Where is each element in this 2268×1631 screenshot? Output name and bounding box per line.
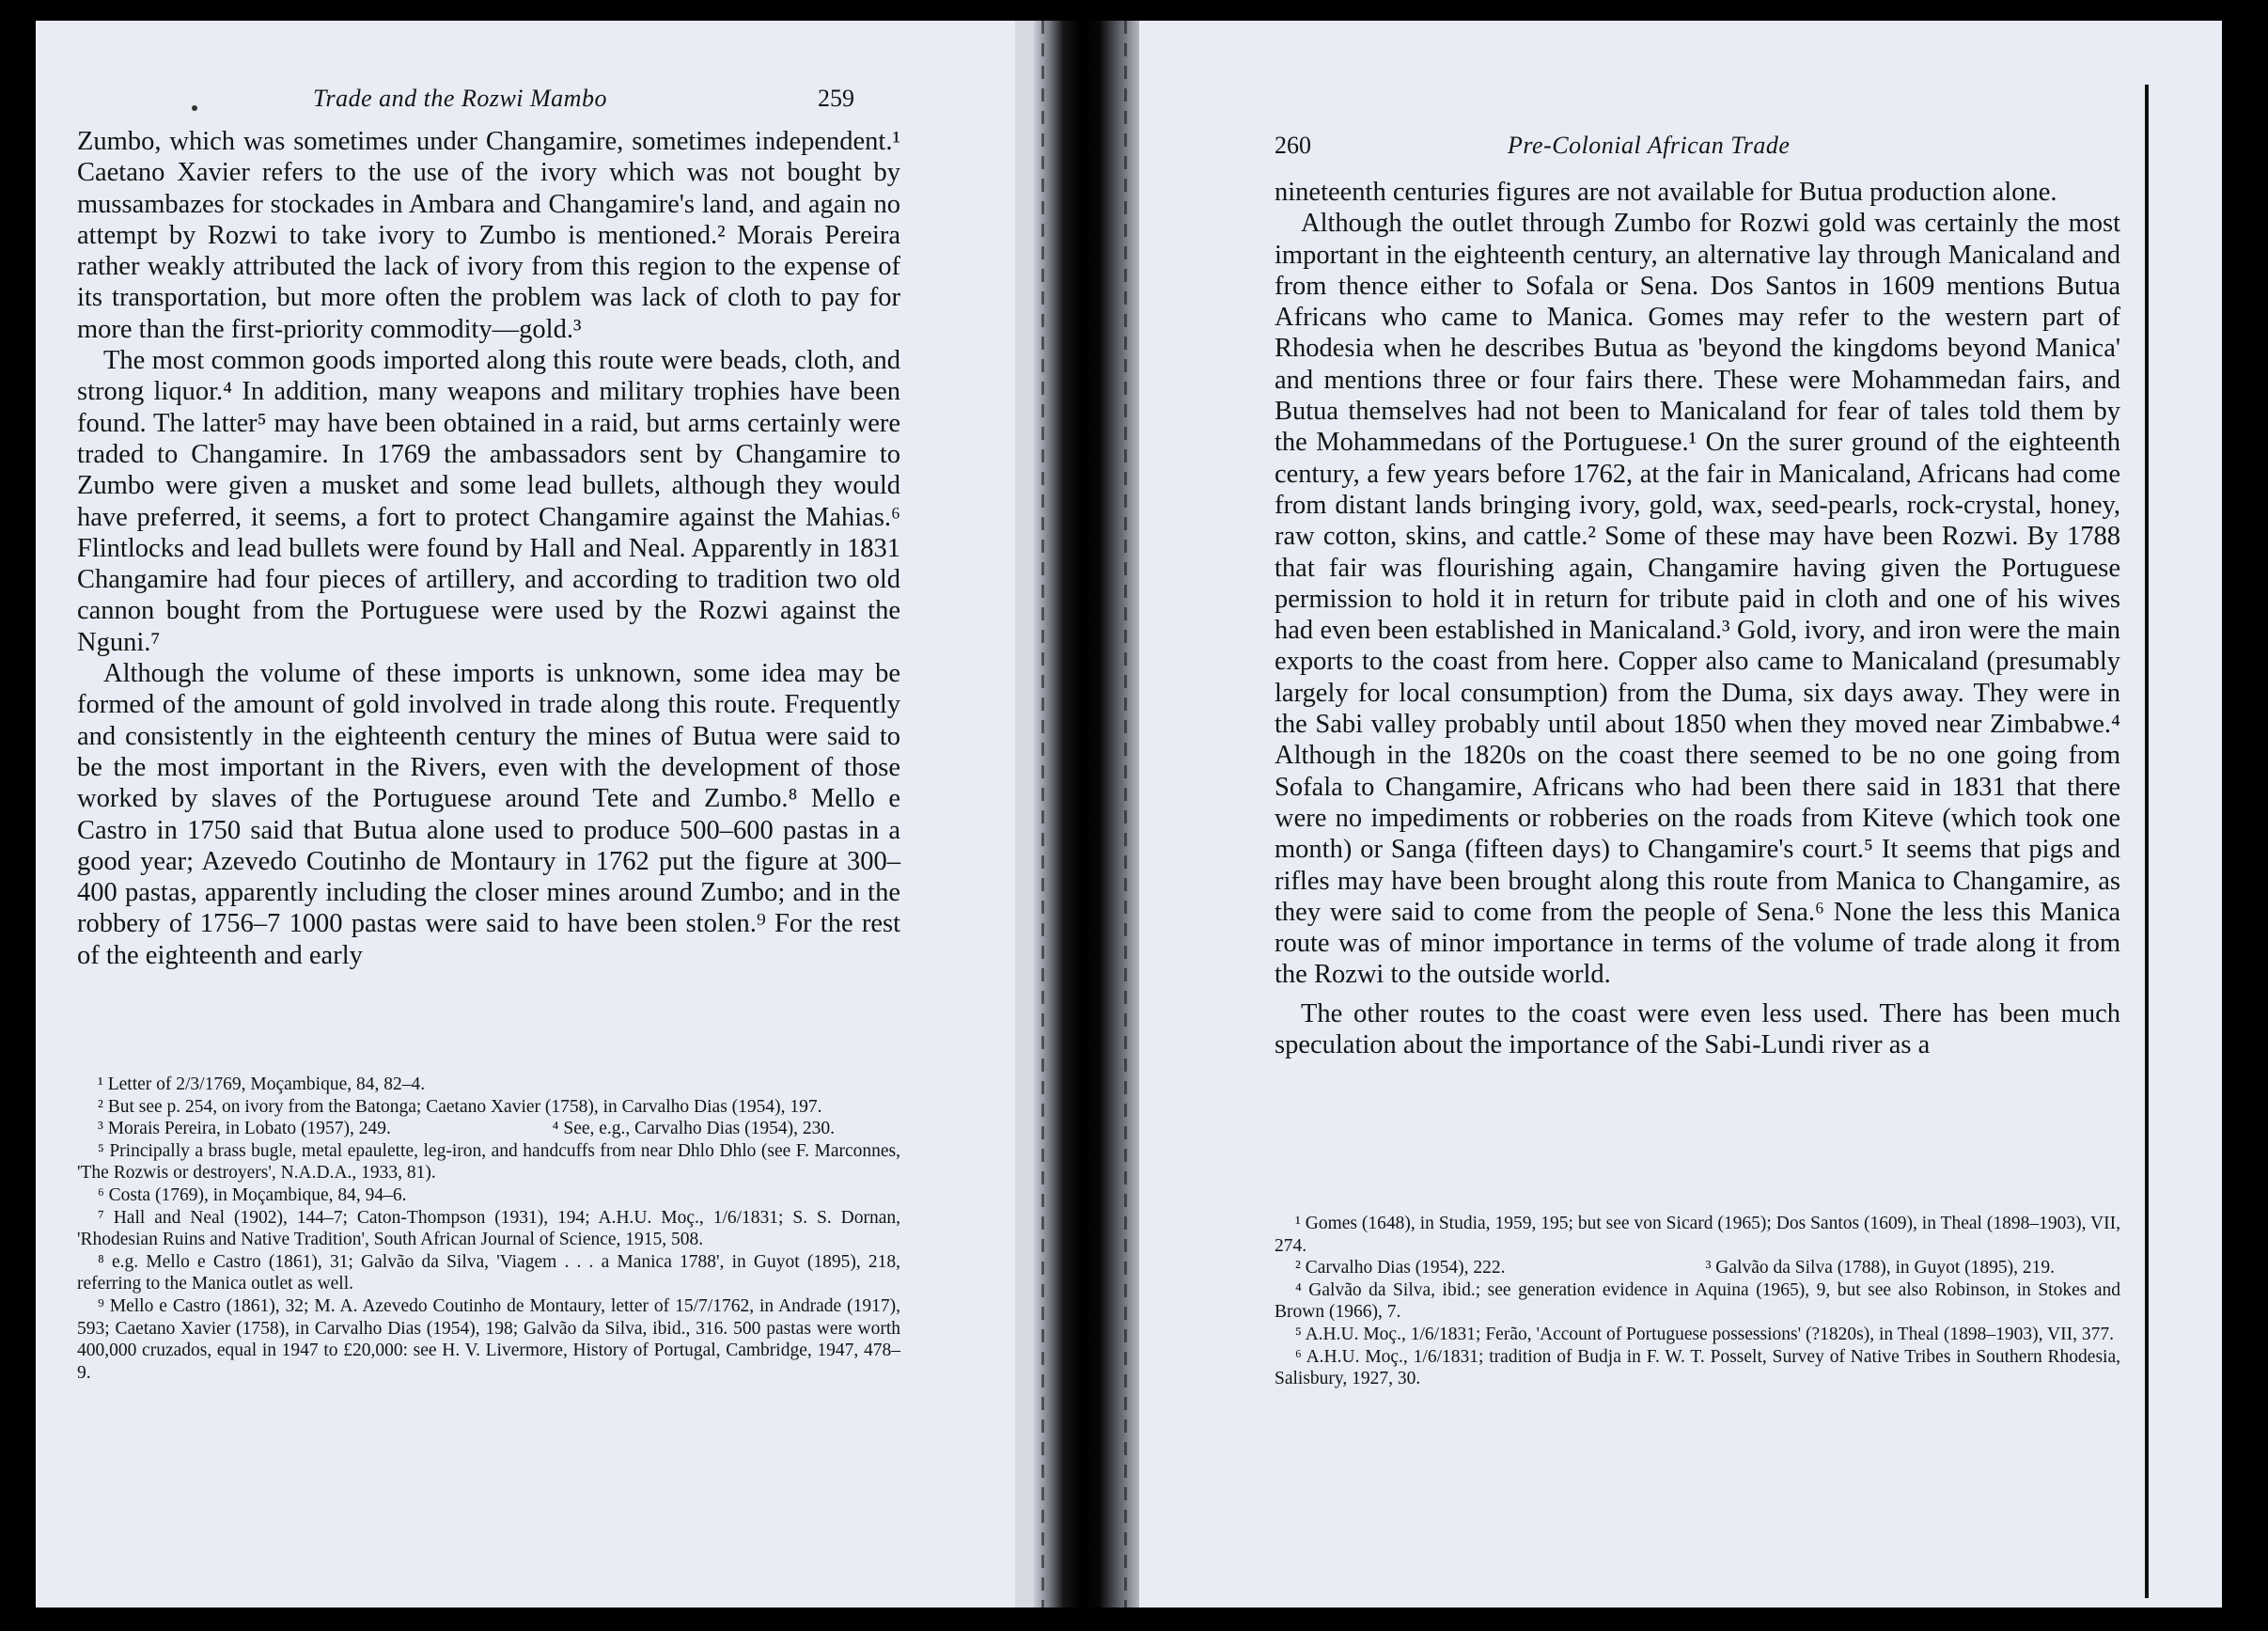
footnote: ³ Galvão da Silva (1788), in Guyot (1895), 219. (1705, 1258, 2055, 1278)
spine-edge-mark (1041, 21, 1044, 1607)
footnote: ² But see p. 254, on ivory from the Batonga; Caetano Xavier (1758), in Carvalho Dias (1954), 197. (98, 1096, 822, 1117)
footnote-row (1275, 1257, 2120, 1279)
footnote-row (77, 1118, 900, 1140)
footnote: ⁷ Hall and Neal (1902), 144–7; Caton-Thompson (1931), 194; A.H.U. Moç., 1/6/1831; S. S. Dornan, 'Rhodesian Ruins and Native Tradition', South African Journal of Science, 1915, 508. (77, 1207, 900, 1250)
paragraph: The other routes to the coast were even less used. There has been much speculation about the importance of the Sabi-Lundi river as a (1275, 998, 2120, 1060)
running-header: Pre-Colonial African Trade (1508, 132, 1791, 159)
paragraph: Although the volume of these imports is unknown, some idea may be formed of the amount of gold involved in trade along this route. Frequently and consistently in the eighteenth century the mines of Butua were said to be the most important in the Rivers, even with the development of those worked by slaves of the Portuguese around Tete and Zumbo.⁸ Mello e Castro in 1750 said that Butua alone used to produce 500–600 pastas in a good year; Azevedo Coutinho de Montaury in 1762 put the figure at 300–400 pastas, apparently including the closer mines around Zumbo; and in the robbery of 1756–7 1000 pastas were said to have been stolen.⁹ For the rest of the eighteenth and early (77, 659, 900, 970)
right-page (1139, 21, 2222, 1607)
page-number: 260 (1275, 132, 1311, 159)
paragraph: The most common goods imported along this route were beads, cloth, and strong liquor.⁴ In addition, many weapons and military trophies have been found. The latter⁵ may have been obtained in a raid, but arms certainly were traded to Changamire. In 1769 the ambassadors sent by Changamire to Zumbo were given a musket and some lead bullets, although they would have preferred, it seems, a fort to protect Changamire against the Mahias.⁶ Flintlocks and lead bullets were found by Hall and Neal. Apparently in 1831 Changamire had four pieces of artillery, and according to tradition two old cannon bought from the Portuguese were used by the Rozwi against the Nguni.⁷ (77, 346, 900, 657)
footnotes (1275, 1213, 2120, 1390)
footnotes (77, 1074, 900, 1384)
footnote: ¹ Letter of 2/3/1769, Moçambique, 84, 82–4. (98, 1074, 426, 1094)
paragraph: Zumbo, which was sometimes under Changamire, sometimes independent.¹ Caetano Xavier refers to the use of the ivory which was not bought by mussambazes for stockades in Ambara and Changamire's land, and again no attempt by Rozwi to take ivory to Zumbo is mentioned.² Morais Pereira rather weakly attributed the lack of ivory from this region to the expense of its transportation, but more often the problem was lack of cloth to pay for more than the first-priority commodity—gold.³ (77, 127, 900, 344)
footnote: ³ Morais Pereira, in Lobato (1957), 249. (98, 1119, 391, 1139)
body-text (1275, 177, 2120, 1060)
page-number: 259 (818, 85, 854, 112)
page-edge-rule (2145, 85, 2149, 1598)
scan-speck (192, 105, 197, 111)
paragraph: nineteenth centuries figures are not available for Butua production alone. (1275, 178, 2057, 207)
footnote: ⁸ e.g. Mello e Castro (1861), 31; Galvão da Silva, 'Viagem . . . a Manica 1788', in Guyot (1895), 218, referring to the Manica outlet as well. (77, 1251, 900, 1294)
running-header: Trade and the Rozwi Mambo (313, 85, 607, 112)
footnote: ⁵ Principally a brass bugle, metal epaulette, leg-iron, and handcuffs from near Dhlo Dhlo (see F. Marconnes, 'The Rozwis or destroyers', N.A.D.A., 1933, 81). (77, 1140, 900, 1184)
footnote: ⁴ Galvão da Silva, ibid.; see generation evidence in Aquina (1965), 9, but see also Robinson, in Stokes and Brown (1966), 7. (1275, 1279, 2120, 1323)
paragraph: Although the outlet through Zumbo for Rozwi gold was certainly the most important in the eighteenth century, an alternative lay through Manicaland and from thence either to Sofala or Sena. Dos Santos in 1609 mentions Butua Africans who came to Manica. Gomes may refer to the western part of Rhodesia when he describes Butua as 'beyond the kingdoms beyond Manica' and mentions three or four fairs there. These were Mohammedan fairs, and Butua themselves had not been to Manicaland for fear of tales told them by the Mohammedans of the Portuguese.¹ On the surer ground of the eighteenth century, a few years before 1762, at the fair in Manicaland, Africans had come from distant lands bringing ivory, gold, wax, seed-pearls, rock-crystal, honey, raw cotton, skins, and cattle.² Some of these may have been Rozwi. By 1788 that fair was flourishing again, Changamire having given the Portuguese permission to hold it in return for tribute paid in cloth and one of his wives had even been established in Manicaland.³ Gold, ivory, and iron were the main exports to the coast from here. Copper also came to Manicaland (presumably largely for local consumption) from the Duma, six days away. They were in the Sabi valley probably until about 1850 when they moved near Zimbabwe.⁴ Although in the 1820s on the coast there seemed to be no one going from Sofala to Changamire, Africans who had been there said in 1831 that there were no impediments or robberies on the roads from Kiteve (which took one month) or Sanga (fifteen days) to Changamire's court.⁵ It seems that pigs and rifles may have been brought along this route from Manica to Changamire, as they were said to come from the people of Sena.⁶ None the less this Manica route was of minor importance in terms of the volume of trade along it from the Rozwi to the outside world. (1275, 209, 2120, 990)
footnote: ⁴ See, e.g., Carvalho Dias (1954), 230. (552, 1119, 835, 1139)
footnote: ⁶ A.H.U. Moç., 1/6/1831; tradition of Budja in F. W. T. Posselt, Survey of Native Tribes in Southern Rhodesia, Salisbury, 1927, 30. (1275, 1346, 2120, 1389)
spine-edge-mark (1124, 21, 1127, 1607)
left-page (36, 21, 1015, 1607)
body-text (77, 126, 900, 971)
footnote: ⁵ A.H.U. Moç., 1/6/1831; Ferão, 'Account of Portuguese possessions' (?1820s), in Theal (1898–1903), VII, 377. (1295, 1324, 2115, 1344)
page-gutter (1015, 21, 1034, 1607)
footnote: ⁶ Costa (1769), in Moçambique, 84, 94–6. (98, 1184, 407, 1205)
footnote: ⁹ Mello e Castro (1861), 32; M. A. Azevedo Coutinho de Montaury, letter of 15/7/1762, in Andrade (1917), 593; Caetano Xavier (1758), in Carvalho Dias (1954), 198; Galvão da Silva, ibid., 316. 500 pastas were worth 400,000 cruzados, equal in 1947 to £20,000: see H. V. Livermore, History of Portugal, Cambridge, 1947, 478–9. (77, 1295, 900, 1383)
footnote: ² Carvalho Dias (1954), 222. (1295, 1258, 1506, 1278)
footnote: ¹ Gomes (1648), in Studia, 1959, 195; but see von Sicard (1965); Dos Santos (1609), in Theal (1898–1903), VII, 274. (1275, 1214, 2120, 1256)
